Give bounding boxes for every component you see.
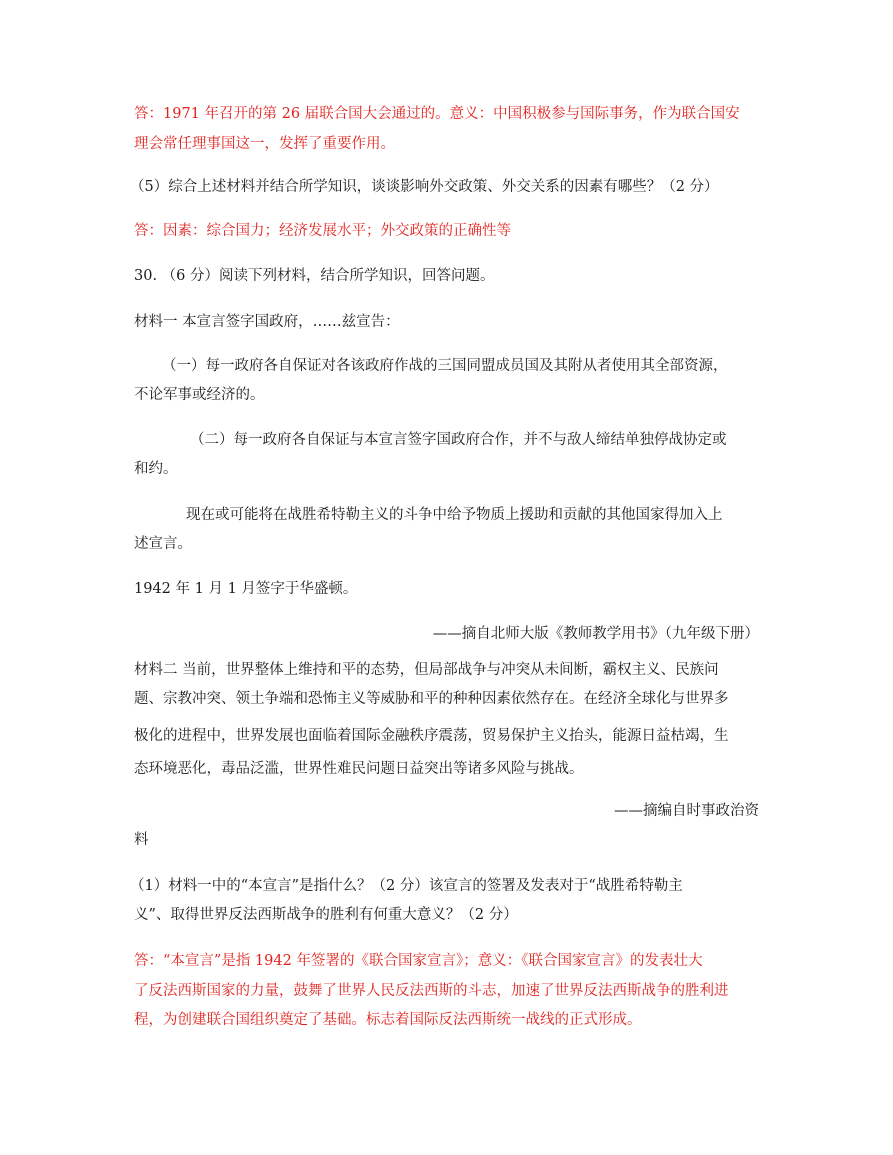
material2-line3: 极化的进程中，世界发展也面临着国际金融秩序震荡，贸易保护主义抬头，能源日益枯竭，生	[134, 728, 729, 744]
q4-answer-line-2: 理会常任理事国这一，发挥了重要作用。	[134, 136, 395, 152]
material1-clause1-line2: 不论军事或经济的。	[134, 387, 265, 403]
q5-question: （5）综合上述材料并结合所学知识，谈谈影响外交政策、外交关系的因素有哪些？（2 分）	[130, 179, 719, 195]
material1-date: 1942 年 1 月 1 月签字于华盛顿。	[134, 581, 358, 597]
material2-line4: 态环境恶化，毒品泛滥，世界性难民问题日益突出等诸多风险与挑战。	[134, 761, 584, 777]
material2-line2: 题、宗教冲突、领土争端和恐怖主义等威胁和平的种种因素依然存在。在经济全球化与世界多	[134, 691, 729, 707]
material2-source-line1: ——摘编自时事政治资	[614, 803, 759, 819]
material2-source-line2: 料	[134, 832, 149, 848]
material1-clause2-line2: 和约。	[134, 461, 178, 477]
material1-clause3-line1: 现在或可能将在战胜希特勒主义的斗争中给予物质上援助和贡献的其他国家得加入上	[186, 507, 723, 523]
material1-clause2-line1: （二）每一政府各自保证与本宣言签字国政府合作，并不与敌人缔结单独停战协定或	[190, 432, 727, 448]
material2-line1: 材料二 当前，世界整体上维持和平的态势，但局部战争与冲突从未间断，霸权主义、民族问	[134, 662, 719, 678]
q30-1-answer-line2: 了反法西斯国家的力量，鼓舞了世界人民反法西斯的斗志，加速了世界反法西斯战争的胜利进	[134, 983, 729, 999]
q30-1-answer-line1: 答：“本宣言”是指 1942 年签署的《联合国家宣言》；意义：《联合国家宣言》的发表壮大	[134, 953, 703, 969]
material1-clause3-line2: 述宣言。	[134, 536, 192, 552]
q4-answer-line-1: 答：1971 年召开的第 26 届联合国大会通过的。意义：中国积极参与国际事务，作为联合国安	[134, 106, 740, 122]
q30-1-question-line1: （1）材料一中的“本宣言”是指什么？（2 分）该宣言的签署及发表对于“战胜希特勒主	[130, 878, 683, 894]
q30-header: 30. （6 分）阅读下列材料，结合所学知识，回答问题。	[134, 268, 495, 284]
material1-clause1-line1: （一）每一政府各自保证对各该政府作战的三国同盟成员国及其附从者使用其全部资源，	[162, 358, 728, 374]
material1-intro: 材料一 本宣言签字国政府，……兹宣告：	[134, 314, 400, 330]
q30-1-answer-line3: 程，为创建联合国组织奠定了基础。标志着国际反法西斯统一战线的正式形成。	[134, 1012, 642, 1028]
q5-answer: 答：因素：综合国力；经济发展水平；外交政策的正确性等	[134, 223, 511, 239]
q30-1-question-line2: 义”、取得世界反法西斯战争的胜利有何重大意义？（2 分）	[134, 907, 518, 923]
material1-source: ——摘自北师大版《教师教学用书》（九年级下册）	[432, 626, 759, 642]
